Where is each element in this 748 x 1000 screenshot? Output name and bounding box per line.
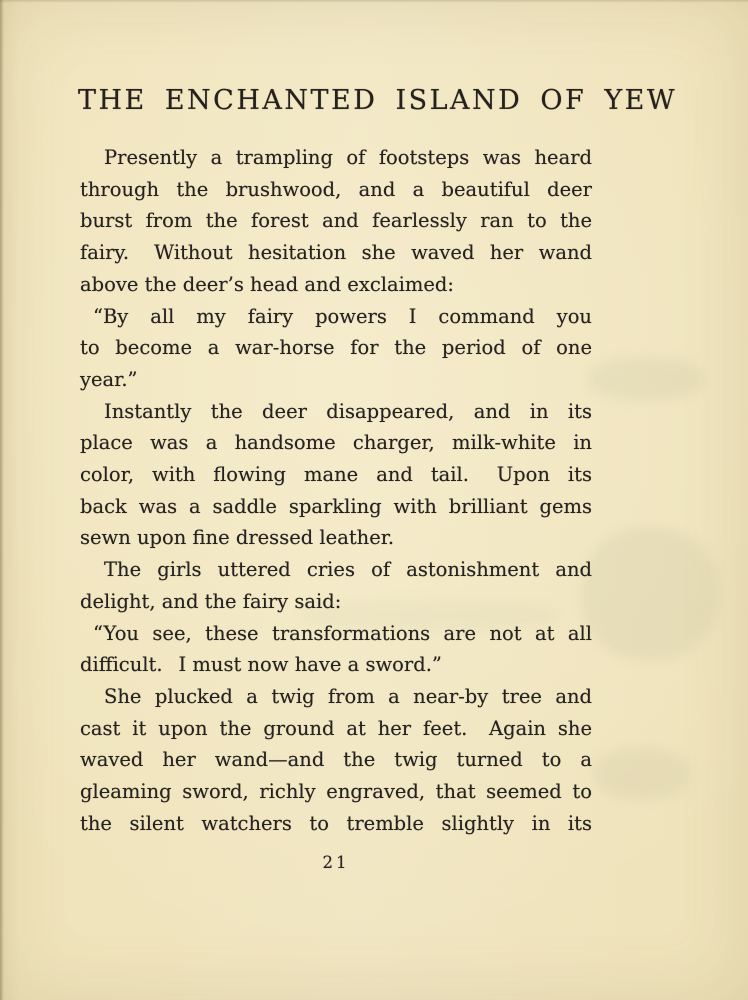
showthrough-artifact bbox=[588, 358, 704, 400]
text-line: She plucked a twig from a near-by tree and bbox=[104, 684, 592, 708]
text-line: place was a handsome charger, milk-white in bbox=[80, 431, 592, 455]
paragraph bbox=[80, 301, 592, 396]
paragraph bbox=[80, 681, 592, 840]
text-line: to become a war-horse for the period of one bbox=[80, 336, 592, 360]
text-line: year.” bbox=[80, 367, 138, 391]
text-line: Instantly the deer disappeared, and in its bbox=[104, 399, 592, 423]
text-line: the silent watchers to tremble slightly in its bbox=[80, 811, 592, 835]
text-line: burst from the forest and fearlessly ran to the bbox=[80, 209, 592, 233]
text-line: sewn upon fine dressed leather. bbox=[80, 526, 395, 550]
text-line: waved her wand—and the twig turned to a bbox=[80, 748, 592, 772]
text-line: fairy. Without hesitation she waved her wand bbox=[80, 241, 592, 265]
text-line: through the brushwood, and a beautiful deer bbox=[80, 177, 592, 201]
paragraph bbox=[80, 554, 592, 617]
text-line: above the deer’s head and exclaimed: bbox=[80, 272, 454, 296]
running-head-title: THE ENCHANTED ISLAND OF YEW bbox=[78, 85, 678, 116]
text-line: gleaming sword, richly engraved, that seemed to bbox=[80, 780, 592, 804]
page-number: 21 bbox=[322, 853, 350, 872]
text-line: The girls uttered cries of astonishment and bbox=[104, 558, 592, 582]
text-line: “You see, these transformations are not at all bbox=[93, 621, 592, 645]
paragraph bbox=[80, 142, 592, 301]
scan-edge-left bbox=[0, 0, 4, 1000]
text-line: back was a saddle sparkling with brilliant gems bbox=[80, 494, 592, 518]
body-text-block bbox=[80, 142, 592, 839]
paragraph bbox=[80, 396, 592, 555]
paragraph bbox=[80, 618, 592, 681]
showthrough-artifact bbox=[594, 748, 690, 800]
text-line: “By all my fairy powers I command you bbox=[93, 304, 592, 328]
scan-edge-top bbox=[0, 0, 748, 3]
showthrough-artifact bbox=[582, 528, 718, 660]
text-line: color, with flowing mane and tail. Upon its bbox=[80, 463, 592, 487]
text-line: Presently a trampling of footsteps was heard bbox=[104, 146, 592, 169]
text-line: delight, and the fairy said: bbox=[80, 589, 342, 613]
text-line: cast it upon the ground at her feet. Again she bbox=[80, 716, 592, 740]
text-line: difficult. I must now have a sword.” bbox=[80, 653, 442, 677]
